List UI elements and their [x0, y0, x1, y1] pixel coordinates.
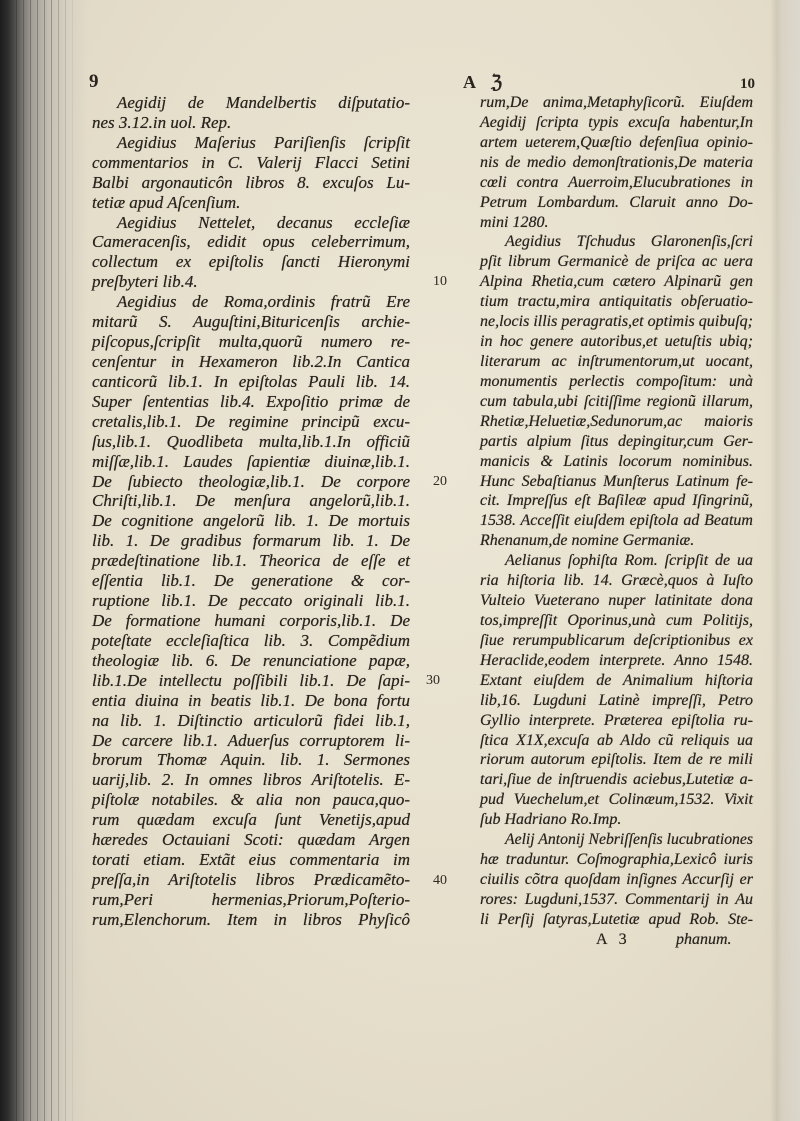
text-line-content: torati etiam. Extãt eius commentaria im: [92, 850, 410, 870]
text-line-content: mitarũ S. Auguſtini,Bituricenſis archie-: [92, 312, 410, 332]
text-line: [92, 232, 410, 252]
text-line-content: lib.1.De intellectu poſſibili lib.1. De ſapi-: [92, 670, 410, 690]
text-line-content: nis de medio demonſtrationis,De materia: [480, 153, 753, 171]
text-line: [92, 830, 410, 850]
text-line-content: Balbi argonauticôn libros 8. excuſos Lu-: [92, 172, 410, 192]
text-line-content: Aegidij ſcripta typis excuſa habentur,In: [480, 113, 753, 131]
text-line-content: cenſentur in Hexameron lib.2.In Cantica: [92, 351, 410, 371]
running-head-letter: ℨ: [491, 72, 503, 92]
text-line-content: De ſubiecto theologiæ,lib.1. De corpore: [92, 471, 410, 491]
text-line: [480, 651, 753, 671]
page-outer-edge: [770, 0, 800, 1121]
text-line: [92, 292, 410, 312]
text-line-content: eſſentia lib.1. De generatione & cor-: [92, 571, 410, 591]
text-line-content: tos,impreſſit Oporinus,unà cum Politijs,: [480, 611, 753, 629]
text-line: [480, 173, 753, 193]
entry-paragraph: [92, 133, 410, 213]
text-line-content: Heraclide,eodem interprete. Anno 1548.: [480, 651, 753, 669]
text-line-content: partis alpium ſitus depingitur,cum Ger-: [480, 432, 753, 450]
text-line: [480, 810, 753, 830]
text-line: [92, 511, 410, 531]
text-line: [480, 412, 753, 432]
text-line: [92, 252, 410, 272]
text-line: [92, 750, 410, 770]
text-line-content: De formatione humani corporis,lib.1. De: [92, 610, 410, 630]
text-line-content: ne,locis illis peragratis,et optimis quibuſq;: [480, 313, 753, 331]
text-line: [92, 591, 410, 611]
entry-paragraph: [92, 292, 410, 930]
text-line: [92, 551, 410, 571]
text-line: [480, 671, 753, 691]
text-line: [92, 870, 410, 890]
text-line-content: Aelij Antonij Nebriſſenſis lucubrationes: [505, 831, 753, 849]
text-line: [92, 850, 410, 870]
text-line: [92, 113, 410, 133]
text-line-content: Petrum Lombardum. Claruit anno Do-: [480, 193, 753, 211]
text-line-content: ſtica X1X,excuſa ab Aldo cũ reliquis ua: [480, 731, 753, 749]
text-line: [480, 272, 753, 292]
text-line: [92, 213, 410, 233]
text-line: [480, 133, 753, 153]
text-line: [480, 372, 753, 392]
text-line: [92, 332, 410, 352]
text-line: [92, 312, 410, 332]
text-line: [92, 272, 410, 292]
text-line: [92, 531, 410, 551]
text-line: [92, 691, 410, 711]
text-line-content: entia diuina in beatis lib.1. De bona fortu: [92, 690, 410, 710]
text-line-content: commentarios in C. Valerij Flacci Setini: [92, 152, 410, 172]
text-line-content: Gyllio interprete. Præterea epiſtolia ru-: [480, 711, 753, 729]
catchword: phanum.: [676, 931, 732, 948]
text-line: [480, 312, 753, 332]
column-number-right: 10: [740, 76, 755, 92]
text-line: [480, 731, 753, 751]
text-line-content: brorum Thomæ Aquin. lib. 1. Sermones: [92, 750, 410, 770]
text-line-content: Cameracenſis, edidit opus celeberrimum,: [92, 232, 410, 252]
text-line-content: Super ſententias lib.4. Expoſitio primæ de: [92, 391, 410, 411]
text-line: [92, 153, 410, 173]
entry-paragraph: [92, 93, 410, 133]
text-line: [92, 910, 410, 930]
text-line: [480, 591, 753, 611]
text-line: [480, 551, 753, 571]
entry-paragraph: [480, 232, 753, 551]
text-line: [480, 571, 753, 591]
text-line-content: hæredes Octauiani Scoti: quædam Argen: [92, 830, 410, 850]
text-line-content: nes 3.12.in uol. Rep.: [92, 112, 232, 132]
text-line: [480, 631, 753, 651]
entry-paragraph: [92, 213, 410, 293]
text-line-content: rores: Lugduni,1537. Commentarij in Au: [480, 890, 753, 908]
text-line-content: Chriſti,lib.1. De menſura angelorũ,lib.1.: [92, 491, 410, 511]
column-number-left: 9: [89, 71, 99, 92]
text-line-content: pſit librum Germanicè de priſca ac uera: [480, 253, 753, 271]
text-line-content: ciuilis cõtra quoſdam inſignes Accurſij er: [480, 870, 753, 888]
text-line-content: ſub Hadriano Ro.Imp.: [480, 811, 622, 829]
text-line: [480, 770, 753, 790]
text-line-content: in hoc genere autoribus,et uetuſtis ubiq;: [480, 333, 753, 351]
text-line: [480, 830, 753, 850]
text-line-content: na lib. 1. Diſtinctio articulorũ fidei lib.1,: [92, 710, 410, 730]
text-line: [92, 372, 410, 392]
text-line-content: ſiue rerumpublicarum deſcriptionibus ex: [480, 631, 753, 649]
text-line-content: tium tractu,mira antiquitatis obſeruatio-: [480, 293, 753, 311]
entry-paragraph: [480, 551, 753, 830]
text-line: [480, 691, 753, 711]
text-line: [92, 452, 410, 472]
text-line-content: cœli contra Auerroim,Elucubrationes in: [480, 173, 753, 191]
text-line-content: tetiæ apud Aſcenſium.: [92, 192, 241, 212]
text-line: [92, 671, 410, 691]
text-line-content: canticorũ lib.1. In epiſtolas Pauli lib. 14.: [92, 371, 410, 391]
text-line: [480, 113, 753, 133]
text-line-content: manicis & Latinis locorum nominibus.: [480, 452, 753, 470]
text-line-content: rum quædam excuſa ſunt Venetijs,apud: [92, 810, 410, 830]
text-line: [480, 232, 753, 252]
text-line: [92, 611, 410, 631]
text-line: [92, 432, 410, 452]
text-line: [480, 472, 753, 492]
text-column-right: [480, 93, 753, 930]
text-line-content: preſbyteri lib.4.: [92, 272, 198, 292]
text-line: [92, 491, 410, 511]
text-line-content: theologiæ lib. 6. De renunciatione papæ,: [92, 650, 410, 670]
text-line-content: Rhenanum,de nomine Germaniæ.: [480, 532, 695, 550]
text-line-content: Rhetiæ,Heluetiæ,Sedunorum,ac maioris: [480, 412, 753, 430]
text-line-content: tari,ſiue de inſtruendis aciebus,Lutetiæ a-: [480, 771, 753, 789]
text-line: [92, 770, 410, 790]
text-line-content: miſſæ,lib.1. Laudes ſapientiæ diuinæ,lib.1.: [92, 451, 410, 471]
text-line-content: Aelianus ſophiſta Rom. ſcripſit de ua: [505, 552, 753, 570]
text-line-content: Aegidius de Roma,ordinis fratrũ Ere: [117, 292, 410, 312]
text-line: [480, 850, 753, 870]
signature-mark: A 3: [596, 931, 627, 948]
text-line-content: ſus,lib.1. Quodlibeta multa,lib.1.In officiũ: [92, 431, 410, 451]
text-line-content: 1538. Acceſſit eiuſdem epiſtola ad Beatum: [480, 512, 753, 530]
text-line: [480, 193, 753, 213]
book-binding-edge: [0, 0, 88, 1121]
text-line-content: Vulteio Vueterano nuper latinitate dona: [480, 592, 753, 610]
text-line: [480, 252, 753, 272]
text-line: [92, 890, 410, 910]
text-line-content: mini 1280.: [480, 213, 549, 231]
text-line-content: uarij,lib. 2. In omnes libros Ariſtotelis. E-: [92, 770, 410, 790]
running-head-letter: A: [463, 72, 476, 92]
text-line: [92, 472, 410, 492]
text-line: [480, 452, 753, 472]
text-line-content: Aegidij de Mandelbertis diſputatio-: [117, 93, 410, 112]
text-line: [92, 392, 410, 412]
text-line: [480, 790, 753, 810]
text-line-content: riorum autorum epiſtolis. Item de re mili: [480, 751, 753, 769]
text-line-content: poteſtate eccleſiaſtica lib. 3. Compẽdium: [92, 630, 410, 650]
text-line-content: Aegidius Maſerius Pariſienſis ſcripſit: [117, 132, 410, 152]
text-line-content: cit. Impreſſus eſt Baſileæ apud Iſingrinũ,: [480, 492, 753, 510]
text-line-content: artem ueterem,Quæſtio defenſiua opinio-: [480, 133, 753, 151]
text-line: [480, 611, 753, 631]
entry-paragraph: [480, 830, 753, 930]
text-line: [92, 731, 410, 751]
text-line: [92, 93, 410, 113]
text-line: [480, 432, 753, 452]
text-line-content: rum,De anima,Metaphyſicorũ. Eiuſdem: [480, 94, 753, 111]
entry-paragraph: [480, 93, 753, 232]
line-number-marker: 10: [433, 274, 447, 289]
text-line-content: cum tabula,ubi ſcitiſſime regionũ illarum,: [480, 392, 753, 410]
text-line-content: Hunc Sebaſtianus Munſterus Latinum fe-: [480, 472, 753, 490]
text-line-content: rum,Peri hermenias,Priorum,Poſterio-: [92, 889, 410, 909]
text-line-content: li Perſij ſatyras,Lutetiæ apud Rob. Ste-: [480, 910, 753, 928]
text-line: [92, 631, 410, 651]
text-line: [480, 352, 753, 372]
text-line-content: lib,16. Lugduni Latinè impreſſi, Petro: [480, 691, 753, 709]
text-line-content: piſcopus,ſcripſit multa,quorũ numero re-: [92, 332, 410, 352]
text-column-left: [92, 93, 410, 930]
text-line-content: De cognitione angelorũ lib. 1. De mortuis: [92, 511, 410, 531]
text-line: [92, 352, 410, 372]
text-line-content: hæ traduntur. Coſmographia,Lexicô iuris: [480, 851, 753, 869]
text-line-content: collectum ex epiſtolis ſancti Hieronymi: [92, 252, 410, 272]
text-line: [92, 173, 410, 193]
text-line-content: prædeſtinatione lib.1. Theorica de eſſe et: [92, 551, 410, 571]
stacked-page-edges: [16, 0, 78, 1121]
text-line-content: rum,Elenchorum. Item in libros Phyſicô: [92, 909, 410, 929]
text-line: [92, 133, 410, 153]
text-line: [480, 93, 753, 113]
text-line: [480, 213, 753, 233]
text-line-content: cretalis,lib.1. De regimine principũ excu-: [92, 411, 410, 431]
text-line-content: Aegidius Tſchudus Glaronenſis,ſcri: [505, 233, 753, 251]
text-line: [92, 571, 410, 591]
text-line-content: ria hiſtoria lib. 14. Græcè,quos à Iuſto: [480, 572, 753, 590]
text-line: [480, 153, 753, 173]
text-line-content: Extant eiuſdem de Animalium hiſtoria: [480, 671, 753, 689]
text-line: [480, 491, 753, 511]
text-line-content: ruptione lib.1. De peccato originali lib.1.: [92, 591, 410, 611]
text-line: [480, 870, 753, 890]
text-line-content: literarum ac inſtrumentorum,ut uocant,: [480, 352, 753, 370]
text-line-content: Aegidius Nettelet, decanus eccleſiæ: [117, 212, 410, 232]
text-line: [480, 910, 753, 930]
text-line: [92, 810, 410, 830]
text-line: [480, 711, 753, 731]
text-line: [480, 392, 753, 412]
text-line-content: Alpina Rhetia,cum cætero Alpinarũ gen: [480, 273, 753, 291]
line-number-marker: 30: [426, 673, 440, 688]
line-number-marker: 40: [433, 873, 447, 888]
text-line-content: monumentis perlectis compoſitum: unà: [480, 372, 753, 390]
text-line-content: lib. 1. De gradibus formarum lib. 1. De: [92, 531, 410, 551]
text-line: [480, 890, 753, 910]
text-line: [480, 750, 753, 770]
text-line-content: pud Vuechelum,et Colinæum,1532. Vixit: [480, 791, 753, 809]
text-line: [92, 790, 410, 810]
text-line: [92, 651, 410, 671]
text-line: [480, 531, 753, 551]
text-line-content: De carcere lib.1. Aduerſus corruptorem li-: [92, 730, 410, 750]
text-line-content: piſtolæ notabiles. & alia non pauca,quo-: [92, 790, 410, 810]
line-number-marker: 20: [433, 474, 447, 489]
text-line: [92, 711, 410, 731]
text-line: [92, 412, 410, 432]
text-line: [92, 193, 410, 213]
text-line: [480, 511, 753, 531]
text-line: [480, 292, 753, 312]
text-line-content: preſſa,in Ariſtotelis libros Prædicamẽto-: [92, 869, 410, 889]
text-line: [480, 332, 753, 352]
